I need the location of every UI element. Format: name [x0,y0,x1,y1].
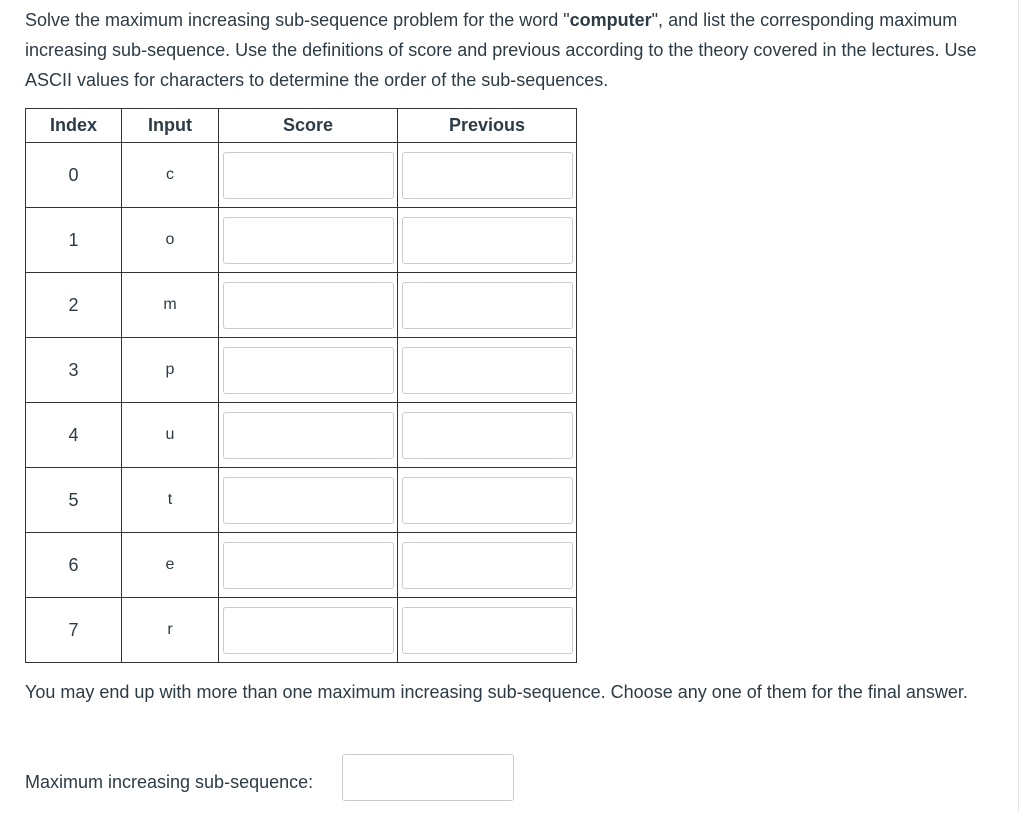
score-cell [219,208,398,273]
index-cell: 7 [26,598,122,663]
input-char-cell: e [122,533,219,598]
page-divider [1018,0,1019,813]
score-input[interactable] [223,282,394,329]
previous-input[interactable] [402,607,573,654]
table-row [26,533,577,598]
previous-input[interactable] [402,217,573,264]
previous-cell [398,403,577,468]
index-cell: 4 [26,403,122,468]
input-char-cell: u [122,403,219,468]
input-char-cell: r [122,598,219,663]
index-cell: 5 [26,468,122,533]
score-cell [219,403,398,468]
score-cell [219,273,398,338]
input-char-cell: c [122,143,219,208]
score-input[interactable] [223,217,394,264]
previous-cell [398,533,577,598]
header-score: Score [219,109,398,143]
answer-table [25,108,577,663]
input-char-cell: p [122,338,219,403]
table-row [26,598,577,663]
previous-input[interactable] [402,282,573,329]
index-cell: 1 [26,208,122,273]
header-index: Index [26,109,122,143]
index-cell: 2 [26,273,122,338]
score-input[interactable] [223,477,394,524]
score-cell [219,338,398,403]
previous-input[interactable] [402,152,573,199]
table-row [26,143,577,208]
question-word: computer [569,10,652,30]
index-cell: 0 [26,143,122,208]
note-text: You may end up with more than one maximum increasing sub-sequence. Choose any one of them for the final answer. [25,682,968,702]
previous-cell [398,468,577,533]
score-input[interactable] [223,152,394,199]
previous-cell [398,208,577,273]
question-part-2: ", and list the corresponding maximum increasing sub-sequence. Use the definitions of score and previous according to the theory covered in the lectures. Use ASCII values for characters to determine the order of the sub-sequences. [25,10,977,90]
score-input[interactable] [223,412,394,459]
header-input: Input [122,109,219,143]
question-part-1: Solve the maximum increasing sub-sequence problem for the word " [25,10,570,30]
final-answer-input[interactable] [342,754,514,801]
previous-input[interactable] [402,477,573,524]
final-answer-label: Maximum increasing sub-sequence: [25,772,314,792]
score-cell [219,533,398,598]
input-char-cell: m [122,273,219,338]
table-row [26,403,577,468]
score-cell [219,598,398,663]
score-cell [219,143,398,208]
input-char-cell: t [122,468,219,533]
previous-input[interactable] [402,542,573,589]
header-previous: Previous [398,109,577,143]
table-row [26,338,577,403]
score-cell [219,468,398,533]
index-cell: 3 [26,338,122,403]
previous-cell [398,143,577,208]
score-input[interactable] [223,607,394,654]
table-row [26,273,577,338]
index-cell: 6 [26,533,122,598]
previous-cell [398,338,577,403]
previous-input[interactable] [402,412,573,459]
table-row [26,468,577,533]
input-char-cell: o [122,208,219,273]
question-text [25,5,1000,95]
table-row [26,208,577,273]
previous-input[interactable] [402,347,573,394]
score-input[interactable] [223,347,394,394]
score-input[interactable] [223,542,394,589]
table-header-row [26,109,577,143]
previous-cell [398,598,577,663]
previous-cell [398,273,577,338]
